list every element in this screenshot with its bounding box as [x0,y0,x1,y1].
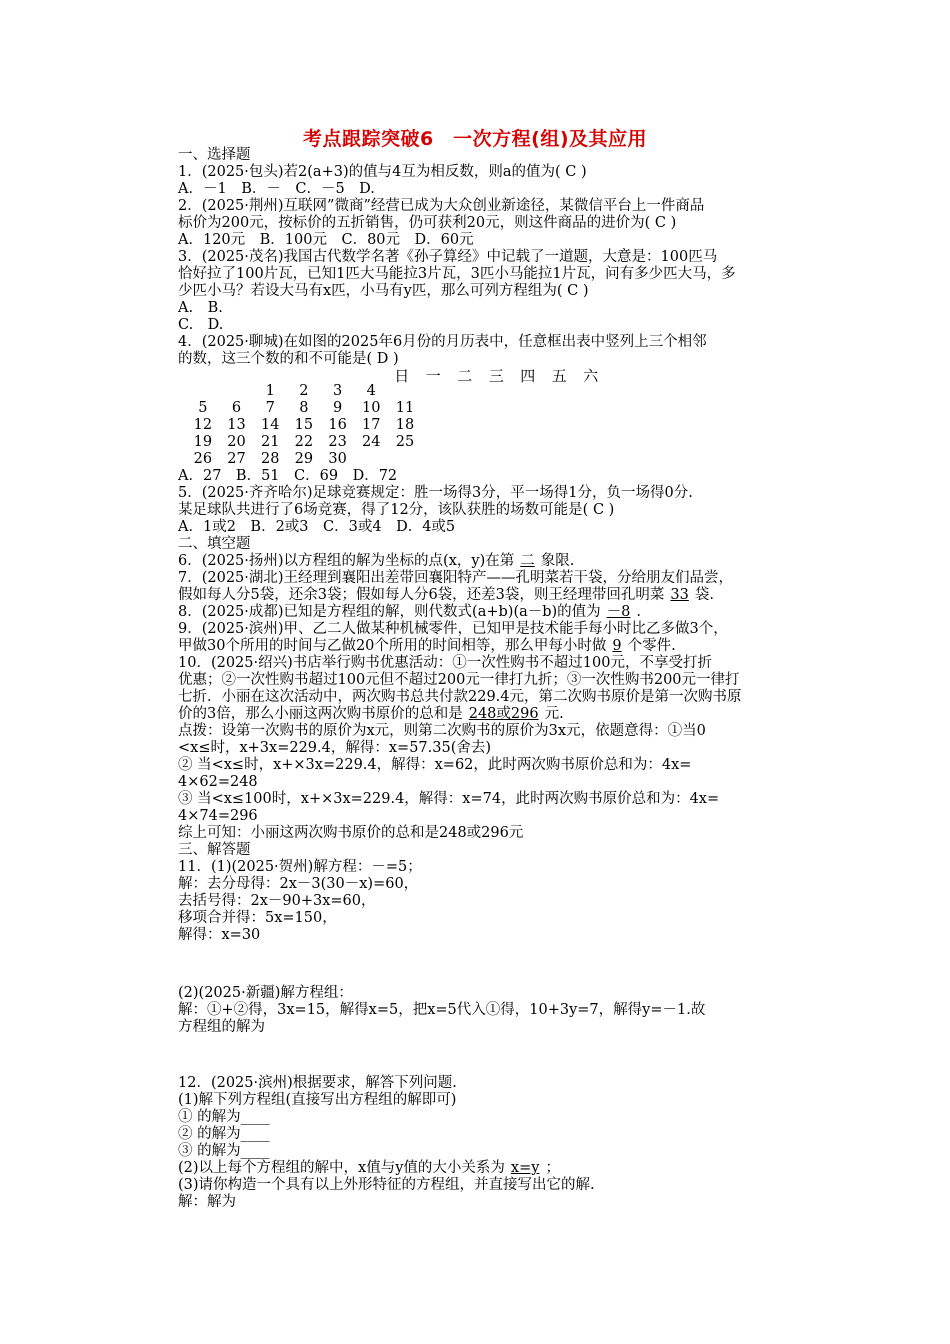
calendar-cell: 13 [227,417,246,433]
hint-line: <x≤时，x+3x=229.4，解得：x=57.35(舍去) [178,740,492,756]
calendar-cell: 7 [265,400,275,416]
solution-line: 解：去分母得：2x－3(30－x)=60， [178,876,419,892]
question-text: 8．(2025·成都)已知是方程组的解，则代数式(a+b)(a－b)的值为 [178,604,601,620]
question-line: 标价为200元，按标价的五折销售，仍可获利20元，则这件商品的进价为( C ) [178,215,677,231]
answer-blank: x=y [510,1160,540,1176]
calendar-cell: 23 [328,434,347,450]
question-line [178,638,676,655]
calendar-cell: 21 [260,434,280,450]
calendar-cell: 17 [362,417,381,433]
calendar-cell: 2 [299,383,309,399]
answer-blank: 248或296 [468,706,539,722]
options-line: A．－1 B．－ C．－5 D. [178,181,375,197]
calendar-cell: 9 [332,400,343,416]
calendar-row [186,400,422,416]
calendar-cell: 29 [294,451,314,467]
section-heading: 三、解答题 [178,842,251,858]
weekday: 日 [394,367,410,385]
calendar-cell: 19 [193,434,213,450]
question-line: ② 的解为____ [178,1126,270,1142]
question-line: ① 的解为____ [178,1109,270,1125]
solution-line: 解得：x=30 [178,927,261,943]
weekday: 三 [488,367,504,385]
section-heading: 一、选择题 [178,147,251,163]
hint-line: 综上可知：小丽这两次购书原价的总和是248或296元 [178,825,524,841]
options-line: C. D. [178,317,224,333]
question-text: 价的3倍，那么小丽这两次购书原价的总和是 [178,706,463,722]
calendar-cell: 1 [265,383,275,399]
question-text: ； [545,1160,560,1176]
calendar-cell: 6 [231,400,242,416]
question-line [178,587,714,604]
calendar-cell: 8 [299,400,309,416]
calendar-row [186,451,422,467]
question-text: 个零件. [627,638,676,654]
question-line: 10．(2025·绍兴)书店举行购书优惠活动：①一次性购书不超过100元，不享受打折 [178,655,712,671]
solution-line: 移项合并得：5x=150， [178,910,337,926]
solution-line: 方程组的解为 [178,1019,265,1035]
question-line: 七折．小丽在这次活动中，两次购书总共付款229.4元，第二次购书原价是第一次购书原 [178,689,742,705]
hint-line: 4×74=296 [178,808,258,824]
question-line: ③ 的解为____ [178,1143,270,1159]
question-line [178,553,574,570]
calendar-cell: 15 [294,417,314,433]
calendar-cell: 25 [395,434,415,450]
calendar-row [186,434,422,450]
weekday: 四 [520,367,536,385]
calendar-cell: 20 [227,434,246,450]
question-text: 6．(2025·扬州)以方程组的解为坐标的点(x，y)在第 [178,553,515,569]
calendar-cell: 12 [193,417,213,433]
options-line: A．27 B．51 C．69 D．72 [178,468,398,484]
question-line: 优惠；②一次性购书超过100元但不超过200元一律打九折；③一次性购书200元一律打 [178,672,740,688]
question-text: (2)以上每个方程组的解中，x值与y值的大小关系为 [178,1160,505,1176]
question-line: 9．(2025·滨州)甲、乙二人做某种机械零件，已知甲是技术能手每小时比乙多做3个， [178,621,728,637]
question-line: 7．(2025·湖北)王经理到襄阳出差带回襄阳特产——孔明菜若干袋，分给朋友们品尝， [178,570,734,586]
calendar-row [186,383,422,399]
question-line: 恰好拉了100片瓦，已知1匹大马能拉3片瓦，3匹小马能拉1片瓦，问有多少匹大马，多 [178,266,736,282]
question-line [178,706,564,723]
options-line: A. B. [178,300,223,316]
weekday: 六 [583,367,599,385]
calendar-cell: 11 [395,400,415,416]
question-line: (3)请你构造一个具有以上外形特征的方程组，并直接写出它的解. [178,1177,595,1193]
question-line: 的数，这三个数的和不可能是( D ) [178,351,399,367]
calendar-cell: 24 [362,434,381,450]
question-line: 12．(2025·滨州)根据要求，解答下列问题. [178,1075,457,1091]
answer-blank: 9 [612,638,622,654]
question-text: 甲做30个所用的时间与乙做20个所用的时间相等，那么甲每小时做 [178,638,607,654]
question-line: 某足球队共进行了6场竞赛，得了12分，该队获胜的场数可能是( C ) [178,502,615,518]
question-text: 假如每人分5袋，还余3袋；假如每人分6袋，还差3袋，则王经理带回孔明菜 [178,587,665,603]
calendar-row [186,417,422,433]
question-text: . [636,604,642,620]
answer-blank: 33 [670,587,689,603]
calendar-cell: 30 [328,451,347,467]
question-text: 象限. [540,553,575,569]
calendar-cell: 10 [362,400,381,416]
question-line: 1．(2025·包头)若2(a+3)的值与4互为相反数，则a的值为( C ) [178,164,587,180]
weekday: 一 [425,367,441,385]
calendar-cell: 28 [260,451,280,467]
calendar-cell: 3 [332,383,343,399]
calendar-cell: 5 [198,400,208,416]
hint-line: 点拨：设第一次购书的原价为x元，则第二次购书的原价为3x元，依题意得：①当0 [178,723,706,739]
question-line: (1)解下列方程组(直接写出方程组的解即可) [178,1092,457,1108]
answer-blank: 二 [520,553,535,569]
question-text: 袋. [694,587,714,603]
solution-line: 去括号得：2x－90+3x=60， [178,893,376,909]
question-line: 5．(2025·齐齐哈尔)足球竞赛规定：胜一场得3分，平一场得1分，负一场得0分. [178,485,693,501]
calendar-cell: 27 [227,451,246,467]
question-line: 3．(2025·茂名)我国古代数学名著《孙子算经》中记载了一道题，大意是：100匹马 [178,249,718,265]
hint-line: ③ 当<x≤100时，x+×3x=229.4，解得：x=74，此时两次购书原价总和为：4x= [178,791,720,807]
calendar-cell: 26 [193,451,213,467]
question-line: 4．(2025·聊城)在如图的2025年6月份的月历表中，任意框出表中竖列上三个相邻 [178,334,707,350]
question-line: 少匹小马？若设大马有x匹，小马有y匹，那么可列方程组为( C ) [178,283,589,299]
calendar-cell: 14 [260,417,280,433]
section-heading: 二、填空题 [178,536,251,552]
weekday: 二 [457,367,473,385]
answer-blank: －8 [606,604,631,620]
options-line: A．120元 B．100元 C．80元 D．60元 [178,232,474,248]
weekday: 五 [551,367,567,385]
question-line: (2)(2025·新疆)解方程组： [178,985,353,1001]
question-line: 11．(1)(2025·贺州)解方程：－=5； [178,859,422,875]
solution-line: 解：①+②得，3x=15，解得x=5，把x=5代入①得，10+3y=7，解得y=－1.故 [178,1002,706,1018]
calendar-cell: 18 [395,417,415,433]
options-line: A．1或2 B．2或3 C．3或4 D．4或5 [178,519,456,535]
question-line: 2．(2025·荆州)互联网”微商”经营已成为大众创业新途径，某微信平台上一件商品 [178,198,705,214]
calendar-cell: 4 [366,383,376,399]
solution-line: 解：解为 [178,1194,236,1210]
question-line [178,1160,560,1177]
page-title: 考点跟踪突破6 一次方程(组)及其应用 [302,128,648,150]
hint-line: 4×62=248 [178,774,258,790]
question-line [178,604,641,621]
calendar-cell: 22 [294,434,314,450]
hint-line: ② 当<x≤时，x+×3x=229.4，解得：x=62，此时两次购书原价总和为：4x= [178,757,692,773]
question-text: 元. [544,706,564,722]
calendar-cell: 16 [328,417,347,433]
